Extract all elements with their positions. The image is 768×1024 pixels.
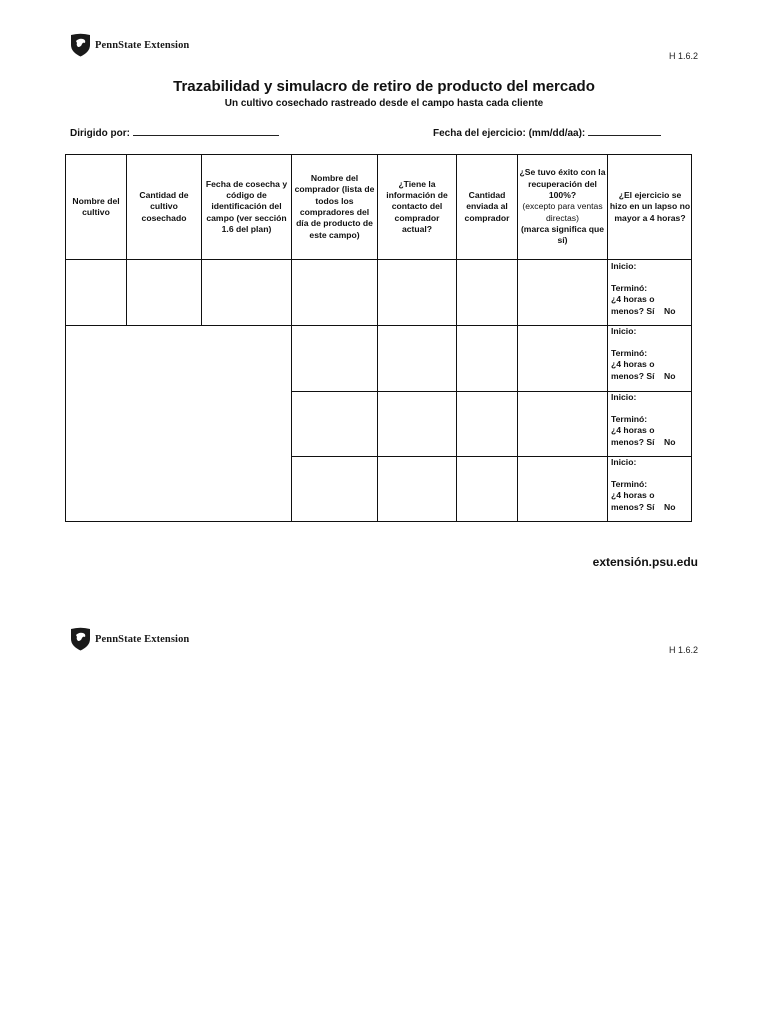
website-link[interactable]: extensión.psu.edu xyxy=(592,555,698,569)
header-quantity-sent: Cantidad enviada al comprador xyxy=(464,189,510,223)
exercise-date-label: Fecha del ejercicio: (mm/dd/aa): xyxy=(433,128,586,139)
header-harvest-date-field-code: Fecha de cosecha y código de identificación del campo (ver sección 1.6 del plan) xyxy=(205,178,288,235)
header-four-hours: ¿El ejercicio se hizo en un lapso no mayor a 4 horas? xyxy=(609,189,691,223)
logo-text: PennState Extension xyxy=(95,39,190,51)
document-code-page-2: H 1.6.2 xyxy=(668,645,698,655)
header-harvested-quantity: Cantidad de cultivo cosechado xyxy=(139,189,189,223)
header-buyer-name: Nombre del comprador (lista de todos los compradores del día de producto de este campo) xyxy=(294,172,375,240)
status-cell-row-2: Inicio: Terminó: ¿4 horas o menos? Sí No xyxy=(611,326,676,381)
header-contact-info: ¿Tiene la información de contacto del comprador actual? xyxy=(386,178,448,235)
logo-text-page-2: PennState Extension xyxy=(95,633,190,645)
page-subtitle: Un cultivo cosechado rastreado desde el campo hasta cada cliente xyxy=(224,98,544,109)
status-cell-row-3: Inicio: Terminó: ¿4 horas o menos? Sí No xyxy=(611,392,676,447)
pennstate-extension-logo-page-2 xyxy=(70,627,189,651)
page-title: Trazabilidad y simulacro de retiro de producto del mercado xyxy=(173,78,595,95)
document-code: H 1.6.2 xyxy=(668,51,698,61)
status-cell-row-4: Inicio: Terminó: ¿4 horas o menos? Sí No xyxy=(611,457,676,512)
nittany-lion-shield-icon xyxy=(70,627,91,651)
status-cell-row-1: Inicio: Terminó: ¿4 horas o menos? Sí No xyxy=(611,261,676,316)
header-crop-name: Nombre del cultivo xyxy=(72,195,120,217)
directed-by-label: Dirigido por: xyxy=(70,128,130,139)
header-recovery-success: ¿Se tuvo éxito con la recuperación del 100%? (excepto para ventas directas) (marca significa que sí) xyxy=(519,167,606,246)
